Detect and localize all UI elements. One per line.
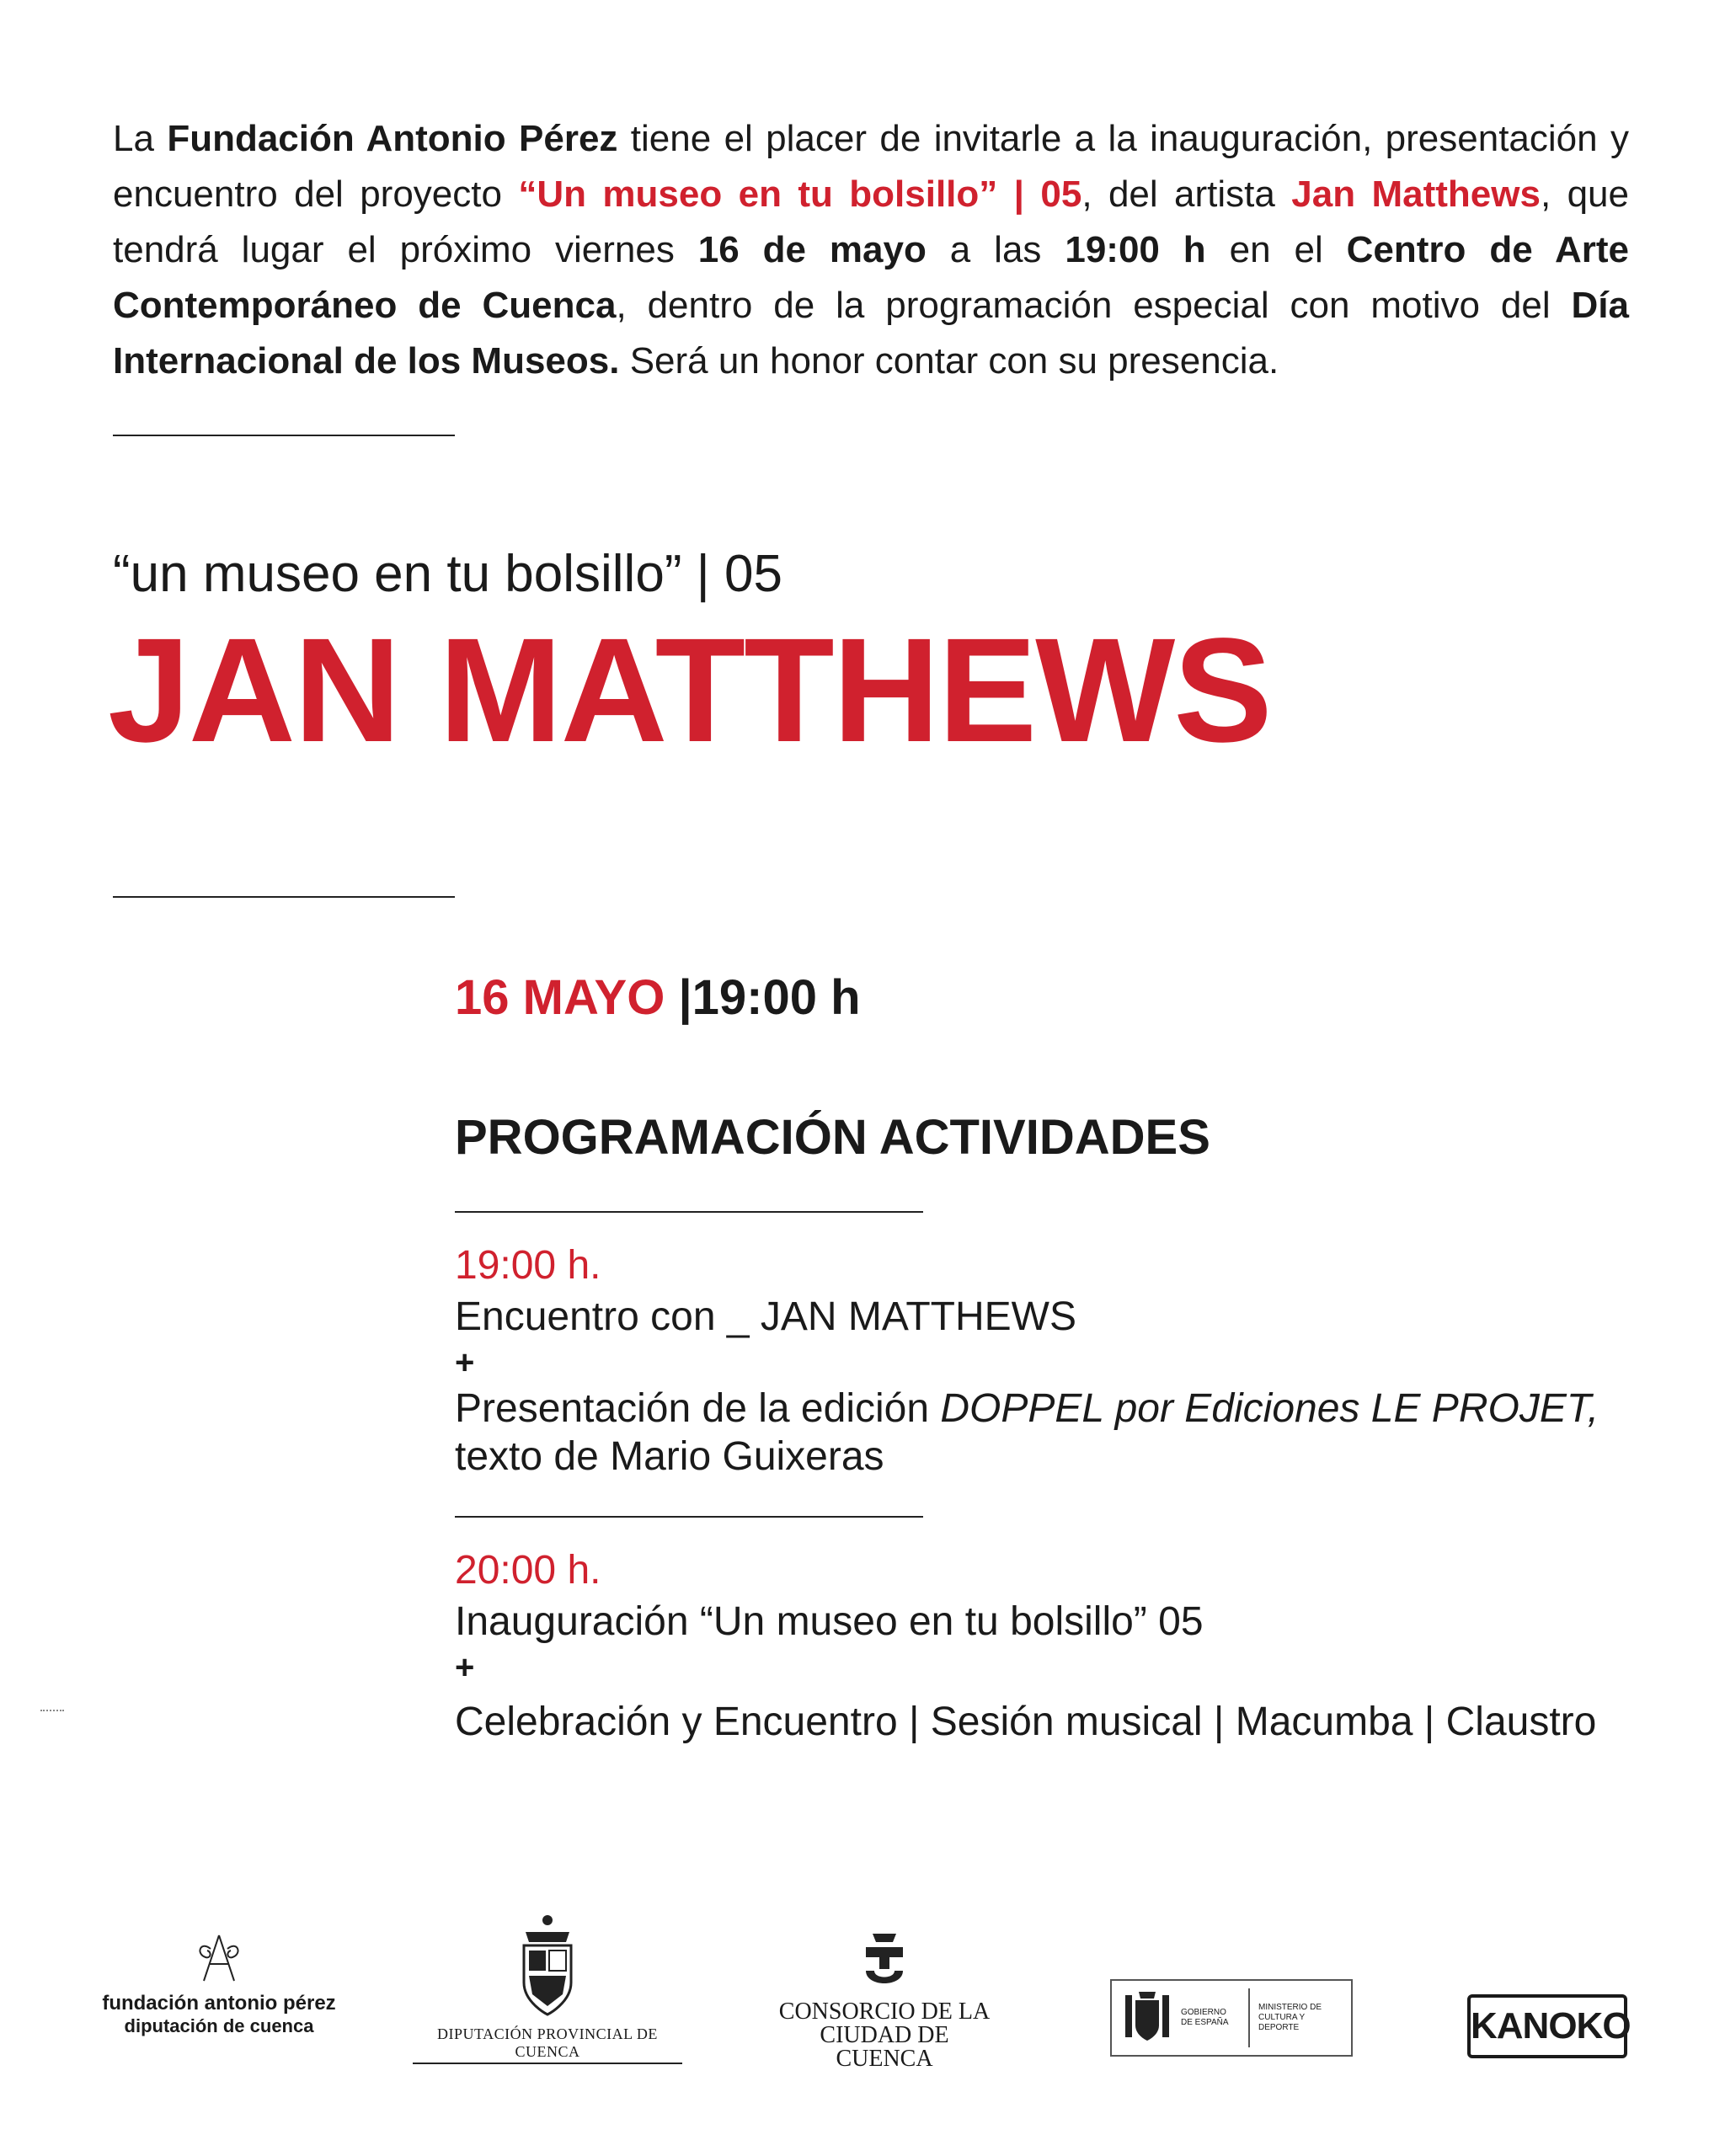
event-line: texto de Mario Guixeras [455, 1434, 884, 1479]
intro-text: , que tendrá lugar el próximo viernes [113, 173, 1629, 270]
occasion-name: Día Internacional de los Museos. [113, 285, 1629, 382]
ministerio-name: MINISTERIO DE CULTURA Y DEPORTE [1258, 2003, 1322, 2032]
divider [113, 896, 455, 898]
event-line: Celebración y Encuentro | Sesión musical | Macumba | Claustro [455, 1700, 1597, 1744]
fundacion-emblem-icon [185, 1929, 253, 1988]
gobierno-name: GOBIERNO DE ESPAÑA [1181, 2008, 1229, 2027]
plus-sign: + [455, 1649, 475, 1686]
spain-arms-icon [1122, 1988, 1172, 2047]
event-block-2 [455, 1546, 1596, 1746]
diputacion-logo [413, 1912, 682, 2064]
event-block-1 [455, 1241, 1599, 1481]
date-label: 16 MAYO [455, 970, 665, 1025]
kanoko-logo: KANOKO [1467, 1994, 1627, 2058]
artist-name: Jan Matthews [1291, 173, 1541, 215]
intro-text: en el [1205, 229, 1347, 270]
fundacion-subname: diputación de cuenca [124, 2015, 314, 2036]
intro-text: , del artista [1081, 173, 1292, 215]
intro-text: La [113, 118, 168, 159]
date-time-line [455, 969, 861, 1027]
event-text: Presentación de la edición [455, 1386, 941, 1431]
event-line: Inauguración “Un museo en tu bolsillo” 05 [455, 1599, 1204, 1644]
event-time: 19:00 h [1065, 229, 1206, 270]
event-line [455, 1385, 1599, 1433]
separator: | [678, 970, 692, 1025]
consorcio-logo [775, 1929, 994, 2071]
event-date: 16 de mayo [697, 229, 927, 270]
diputacion-name: DIPUTACIÓN PROVINCIAL DE CUENCA [413, 2025, 682, 2064]
foundation-name: Fundación Antonio Pérez [167, 118, 618, 159]
intro-text: tiene el placer de invitarle a la inauguración, presentación y encuentro del proyecto [113, 118, 1629, 215]
sponsor-logos [0, 1912, 1725, 2080]
edition-title: DOPPEL por Ediciones LE PROJET, [940, 1386, 1599, 1431]
consorcio-name-2: CIUDAD DE CUENCA [820, 2022, 949, 2072]
venue-name: Centro de Arte Contemporáneo de Cuenca [113, 229, 1629, 326]
consorcio-emblem-icon [857, 1929, 911, 1996]
intro-text: Será un honor contar con su presencia. [619, 340, 1279, 382]
fundacion-name: fundación antonio pérez [102, 1992, 336, 2015]
coat-of-arms-icon [514, 1912, 581, 2021]
fundacion-logo [101, 1929, 337, 2037]
project-subtitle: “un museo en tu bolsillo” | 05 [113, 545, 782, 603]
time-label: 19:00 h [692, 970, 861, 1025]
intro-text: a las [926, 229, 1065, 270]
intro-text: , dentro de la programación especial con motivo del [616, 285, 1572, 326]
gobierno-logo [1110, 1979, 1353, 2057]
divider [455, 1211, 923, 1213]
artist-title: JAN MATTHEWS [108, 608, 1271, 773]
event-time: 20:00 h. [455, 1548, 601, 1593]
consorcio-name-1: CONSORCIO DE LA [778, 1999, 991, 2025]
divider [113, 435, 455, 436]
event-time: 19:00 h. [455, 1243, 601, 1288]
program-heading: PROGRAMACIÓN ACTIVIDADES [455, 1110, 1210, 1165]
project-name: “Un museo en tu bolsillo” | 05 [518, 173, 1082, 215]
invitation-text [113, 111, 1629, 389]
event-line: Encuentro con _ JAN MATTHEWS [455, 1294, 1076, 1339]
plus-sign: + [455, 1344, 475, 1381]
dotted-mark [40, 1710, 64, 1711]
divider [455, 1516, 923, 1518]
